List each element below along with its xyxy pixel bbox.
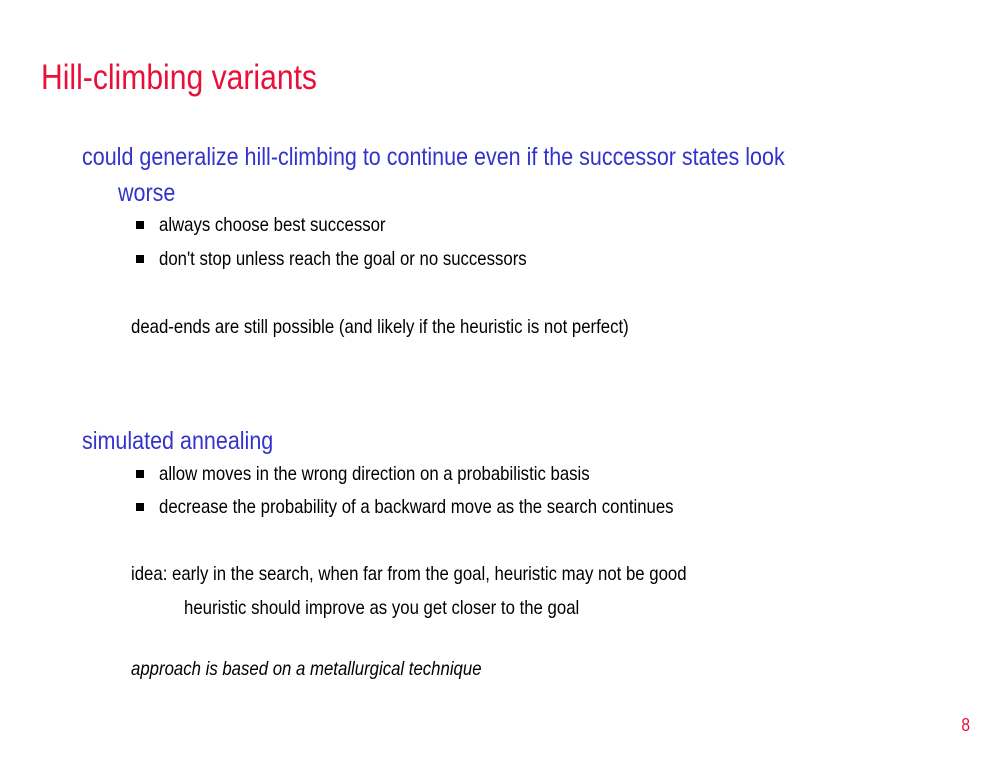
section2-idea-line2: heuristic should improve as you get closer to the goal xyxy=(184,597,580,619)
section2-idea-line1: idea: early in the search, when far from the goal, heuristic may not be good xyxy=(131,563,687,585)
slide-title: Hill-climbing variants xyxy=(41,58,317,97)
section1-heading-line2: worse xyxy=(118,179,176,207)
bullet-square-icon xyxy=(136,255,144,263)
bullet-square-icon xyxy=(136,470,144,478)
section2-bullet-1: allow moves in the wrong direction on a probabilistic basis xyxy=(159,463,590,485)
section2-bullet-2: decrease the probability of a backward move as the search continues xyxy=(159,496,674,518)
section2-heading: simulated annealing xyxy=(82,427,274,455)
section1-bullet-2: don't stop unless reach the goal or no successors xyxy=(159,248,527,270)
bullet-square-icon xyxy=(136,503,144,511)
section2-approach: approach is based on a metallurgical technique xyxy=(131,658,482,680)
section1-heading-line1: could generalize hill-climbing to continue even if the successor states look xyxy=(82,143,785,171)
bullet-square-icon xyxy=(136,221,144,229)
page-number: 8 xyxy=(961,715,970,735)
section1-bullet-1: always choose best successor xyxy=(159,214,386,236)
section1-note: dead-ends are still possible (and likely if the heuristic is not perfect) xyxy=(131,316,629,338)
